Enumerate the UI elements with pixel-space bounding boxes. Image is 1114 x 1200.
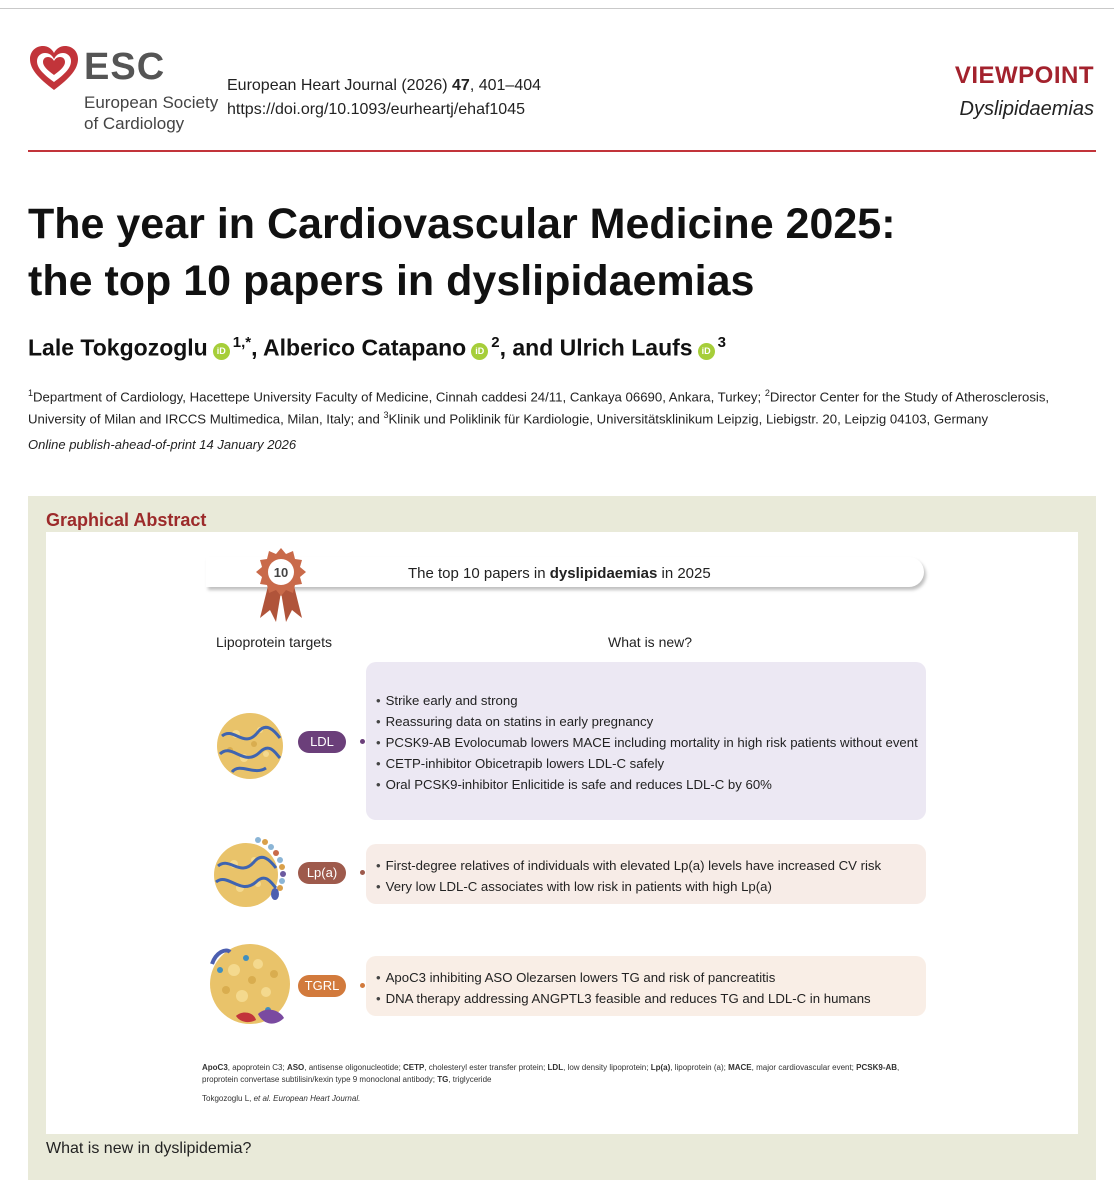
ldl-findings-box: [366, 662, 926, 820]
abbreviation-term: CETP: [403, 1063, 425, 1072]
affiliation-text: Department of Cardiology, Hacettepe University Faculty of Medicine, Cinnah caddesi 24/11, Cankaya 06690, Ankara, Turkey;: [33, 389, 765, 405]
author-name[interactable]: Ulrich Laufs: [559, 334, 693, 361]
article-type-label: VIEWPOINT: [954, 62, 1094, 89]
abstract-citation: [202, 1094, 360, 1103]
tgrl-target-badge: TGRL: [298, 975, 346, 997]
abbreviation-term: ASO: [286, 1063, 305, 1072]
banner-suffix: in 2025: [657, 565, 711, 582]
society-name-line2: of Cardiology: [84, 114, 185, 133]
abbreviation-term: PCSK9-AB: [856, 1063, 898, 1072]
title-line-2: the top 10 papers in dyslipidaemias: [28, 257, 755, 305]
abbreviation-term: LDL: [547, 1063, 564, 1072]
graphical-abstract-panel: [46, 532, 1078, 1134]
journal-pages: , 401–404: [469, 77, 542, 94]
author-name[interactable]: Alberico Catapano: [263, 334, 467, 361]
lpa-findings-box: [366, 844, 926, 904]
society-name-line1: European Society: [84, 93, 219, 112]
orcid-icon[interactable]: iD: [698, 343, 715, 360]
ldl-connector-dot: [360, 739, 365, 744]
title-line-1: The year in Cardiovascular Medicine 2025:: [28, 200, 896, 248]
affiliations: [28, 384, 1098, 429]
graphical-abstract-heading: Graphical Abstract: [46, 510, 207, 530]
finding-item: • Strike early and strong: [376, 690, 916, 711]
finding-item: • DNA therapy addressing ANGPTL3 feasible and reduces TG and LDL-C in humans: [376, 988, 916, 1009]
abbreviation-definition: , triglyceride: [448, 1075, 492, 1084]
society-name: [84, 92, 218, 134]
abbreviation-definition: , lipoprotein (a);: [670, 1063, 729, 1072]
lpa-connector-dot: [360, 870, 365, 875]
lpa-target-badge: Lp(a): [298, 862, 346, 884]
lipoprotein-targets-header: Lipoprotein targets: [216, 634, 332, 650]
affiliation-number: 1: [28, 388, 34, 398]
author-affiliation-ref: 1,*: [232, 334, 252, 351]
orcid-icon[interactable]: iD: [471, 343, 488, 360]
abbreviation-term: ApoC3: [202, 1063, 228, 1072]
journal-citation: [227, 74, 541, 98]
article-title: [28, 196, 1088, 310]
esc-heart-logo: [28, 44, 80, 94]
doi-link[interactable]: https://doi.org/10.1093/eurheartj/ehaf1045: [227, 101, 525, 118]
finding-item: • Oral PCSK9-inhibitor Enlicitide is safe and reduces LDL-C by 60%: [376, 774, 916, 795]
graphical-abstract-caption: What is new in dyslipidemia?: [46, 1140, 252, 1157]
tgrl-connector-dot: [360, 983, 365, 988]
what-is-new-header: What is new?: [608, 634, 693, 650]
ldl-target-badge: LDL: [298, 731, 346, 753]
author-affiliation-ref: 3: [717, 334, 726, 351]
publish-date: Online publish-ahead-of-print 14 January 2026: [28, 437, 297, 452]
finding-item: • Reassuring data on statins in early pregnancy: [376, 711, 916, 732]
abbreviation-definition: , apoprotein C3;: [227, 1063, 287, 1072]
lpa-particle-icon: [210, 834, 290, 912]
abbreviation-term: Lp(a): [650, 1063, 671, 1072]
ldl-particle-icon: [214, 710, 286, 782]
journal-volume: 47: [452, 77, 470, 94]
tgrl-findings-box: [366, 956, 926, 1016]
author-separator: , and: [499, 334, 560, 361]
abbreviation-definition: , antisense oligonucleotide;: [304, 1063, 404, 1072]
abbreviation-definition: , cholesteryl ester transfer protein;: [424, 1063, 548, 1072]
abbreviation-term: TG: [437, 1075, 449, 1084]
orcid-icon[interactable]: iD: [213, 343, 230, 360]
badge-number: 10: [273, 565, 289, 580]
abbreviation-definition: , proprotein convertase subtilisin/kexin type 9 monoclonal antibody;: [202, 1063, 900, 1084]
affiliation-number: 3: [383, 410, 389, 421]
author-list: [28, 334, 1098, 362]
affiliation-text: Director Center for the Study of Atherosclerosis, University of Milan and IRCCS Multimedica, Milan, Italy; and: [28, 389, 1050, 427]
award-badge-icon: [254, 546, 308, 624]
journal-info: [227, 74, 541, 122]
abbreviations-footnote: [202, 1062, 922, 1086]
banner-title: [408, 565, 711, 582]
author-name[interactable]: Lale Tokgozoglu: [28, 334, 208, 361]
affiliation-number: 2: [764, 388, 770, 398]
author-separator: ,: [251, 334, 264, 361]
affiliation-text: Klinik und Poliklinik für Kardiologie, Universitätsklinikum Leipzig, Liebigstr. 20, Leipzig 04103, Germany: [388, 411, 989, 427]
banner-prefix: The top 10 papers in: [408, 565, 550, 582]
banner-bold: dyslipidaemias: [549, 565, 658, 582]
finding-item: • ApoC3 inhibiting ASO Olezarsen lowers TG and risk of pancreatitis: [376, 967, 916, 988]
finding-item: • Very low LDL-C associates with low risk in patients with high Lp(a): [376, 876, 916, 897]
abbreviation-definition: , major cardiovascular event;: [751, 1063, 857, 1072]
citation-source: et al. European Heart Journal.: [253, 1094, 361, 1103]
author-affiliation-ref: 2: [491, 334, 500, 351]
abbreviation-definition: , low density lipoprotein;: [563, 1063, 651, 1072]
article-topic: Dyslipidaemias: [959, 98, 1094, 120]
header-rule: [28, 150, 1096, 152]
finding-item: • First-degree relatives of individuals with elevated Lp(a) levels have increased CV risk: [376, 855, 916, 876]
abbreviation-term: MACE: [728, 1063, 752, 1072]
citation-author: Tokgozoglu L,: [202, 1094, 254, 1103]
finding-item: • PCSK9-AB Evolocumab lowers MACE including mortality in high risk patients without event: [376, 732, 916, 753]
graphical-abstract: [28, 496, 1096, 1180]
finding-item: • CETP-inhibitor Obicetrapib lowers LDL-C safely: [376, 753, 916, 774]
top-divider: [0, 8, 1114, 9]
journal-name: European Heart Journal (2026): [227, 77, 448, 94]
esc-logo-text: ESC: [84, 46, 166, 88]
tgrl-particle-icon: [206, 940, 294, 1028]
